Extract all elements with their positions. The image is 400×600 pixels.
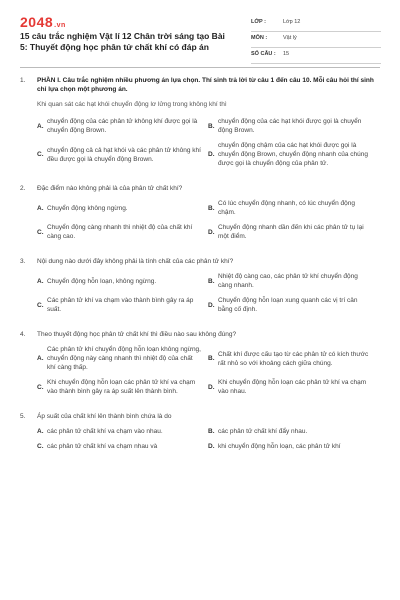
answer-option[interactable] [37,427,208,436]
option-text: Khi chuyển động hỗn loạn các phân tử khí va chạm vào nhau. [218,379,367,395]
header-divider [20,67,380,68]
option-text: chuyển động của các phân tử không khí được gọi là chuyển động Brown. [47,118,198,134]
answer-option[interactable] [208,345,379,372]
option-text: các phân tử chất khí va chạm nhau và [47,443,158,450]
answer-options [37,345,380,402]
option-letter: B. [208,355,215,362]
question-number: 1. [20,77,26,84]
answer-option[interactable] [37,141,208,168]
option-text: Chuyển động hỗn loạn, không ngừng. [47,277,157,285]
option-letter: D. [208,301,215,309]
question-number: 2. [20,185,26,192]
option-text: các phân tử chất khí đẩy nhau. [218,428,308,435]
question-number: 3. [20,258,26,265]
option-text: các phân tử chất khí va chạm vào nhau. [47,428,163,435]
option-text: Các phân tử khí chuyển động hỗn loạn không ngừng, chuyển động này càng nhanh thì nhiệt độ của chất khí càng thấp. [47,346,201,371]
answer-option[interactable] [37,296,208,314]
option-text: Nhiệt độ càng cao, các phân tử khí chuyển động càng nhanh. [218,273,358,289]
meta-row-count [251,48,381,64]
option-text: Chuyển động không ngừng. [47,204,128,212]
option-text: Chuyển động nhanh dần đến khi các phân tử tụ lại một điểm. [218,224,364,240]
option-text: Khi chuyển động hỗn loạn các phân tử khí va chạm vào thành bình gây ra áp suất lên thành bình. [47,379,196,395]
question-header [20,412,380,421]
question-header [20,257,380,266]
meta-table [251,16,381,64]
question-text: Theo thuyết động học phân tử chất khí thì điều nào sau không đúng? [37,331,237,338]
meta-value: Vật lý [283,35,297,41]
document-title: 15 câu trắc nghiệm Vật lí 12 Chân trời sáng tạo Bài 5: Thuyết động học phân tử chất khí có đáp án [20,31,225,52]
answer-options [37,272,380,320]
answer-option[interactable] [37,442,208,451]
option-text: chuyển động của các hạt khói được gọi là chuyển động Brown. [218,118,362,134]
answer-option[interactable] [208,442,379,451]
answer-options [37,427,380,457]
site-logo[interactable] [20,14,66,30]
option-letter: C. [37,301,44,309]
option-letter: B. [208,277,215,285]
section-title: PHẦN I. Câu trắc nghiệm nhiều phương án lựa chọn. Thí sinh trả lời từ câu 1 đến câu 10. Mỗi câu hỏi thí sinh chỉ lựa chọn một phương án. [37,77,374,93]
option-letter: A. [37,204,44,212]
answer-option[interactable] [208,272,379,290]
option-text: khi chuyển động hỗn loạn, các phân tử khí [218,443,341,450]
question-text: Áp suất của chất khí lên thành bình chứa là do [37,413,172,420]
option-letter: C. [37,443,44,450]
question-list [20,76,380,467]
logo-main: 2048 [20,14,54,30]
option-text: chuyển động chậm của các hạt khói được gọi là chuyển động Brown, chuyển động nhanh của chúng được gọi là chuyển động của phân tử. [218,142,368,167]
answer-option[interactable] [37,272,208,290]
option-letter: D. [208,443,215,450]
option-text: Có lúc chuyển động nhanh, có lúc chuyển động chậm. [218,200,355,216]
meta-label: SỐ CÂU : [251,51,276,57]
option-letter: B. [208,204,215,212]
answer-option[interactable] [208,223,379,241]
option-text: chuyển động cả cả hạt khói và các phân tử không khí đều được gọi là chuyển động Brown. [47,146,201,163]
question-number: 4. [20,331,26,338]
answer-option[interactable] [208,296,379,314]
answer-options [37,199,380,247]
option-text: Chuyển động hỗn loạn xung quanh các vị trí cân bằng cố định. [218,297,358,313]
option-letter: A. [37,122,44,130]
option-letter: C. [37,228,44,236]
question-number: 5. [20,413,26,420]
answer-option[interactable] [37,345,208,372]
meta-label: LỚP : [251,19,266,25]
answer-option[interactable] [208,199,379,217]
answer-option[interactable] [208,427,379,436]
option-letter: D. [208,228,215,236]
answer-options [37,117,380,174]
answer-option[interactable] [37,199,208,217]
document-header [0,0,400,62]
meta-value: 15 [283,51,290,57]
option-letter: A. [37,428,44,435]
option-text: Chất khí được cấu tạo từ các phân tử có kích thước rất nhỏ so với khoảng cách giữa chúng. [218,350,369,367]
logo-suffix: .vn [54,22,66,29]
option-letter: B. [208,428,215,435]
answer-option[interactable] [208,378,379,396]
answer-option[interactable] [208,117,379,135]
meta-row-subject [251,32,381,48]
option-letter: D. [208,383,215,391]
question-header [20,330,380,339]
option-letter: C. [37,151,44,158]
option-letter: A. [37,355,44,362]
question-text: Khi quan sát các hạt khói chuyển động lơ lửng trong không khí thì [37,101,227,108]
question-text: Nội dung nào dưới đây không phải là tính chất của các phân tử khí? [37,258,234,265]
question-header [20,184,380,193]
option-letter: C. [37,383,44,391]
meta-value: Lớp 12 [283,19,301,25]
section-header [20,76,380,94]
option-letter: B. [208,122,215,130]
option-text: Chuyển động càng nhanh thì nhiệt độ của chất khí càng cao. [47,224,193,240]
answer-option[interactable] [37,223,208,241]
meta-label: MÔN : [251,35,268,41]
option-letter: D. [208,151,215,158]
answer-option[interactable] [37,378,208,396]
option-letter: A. [37,277,44,285]
answer-option[interactable] [208,141,379,168]
meta-row-class [251,16,381,32]
answer-option[interactable] [37,117,208,135]
option-text: Các phân tử khí va chạm vào thành bình gây ra áp suất. [47,297,194,313]
question-text: Đặc điểm nào không phải là của phân tử chất khí? [37,185,183,192]
